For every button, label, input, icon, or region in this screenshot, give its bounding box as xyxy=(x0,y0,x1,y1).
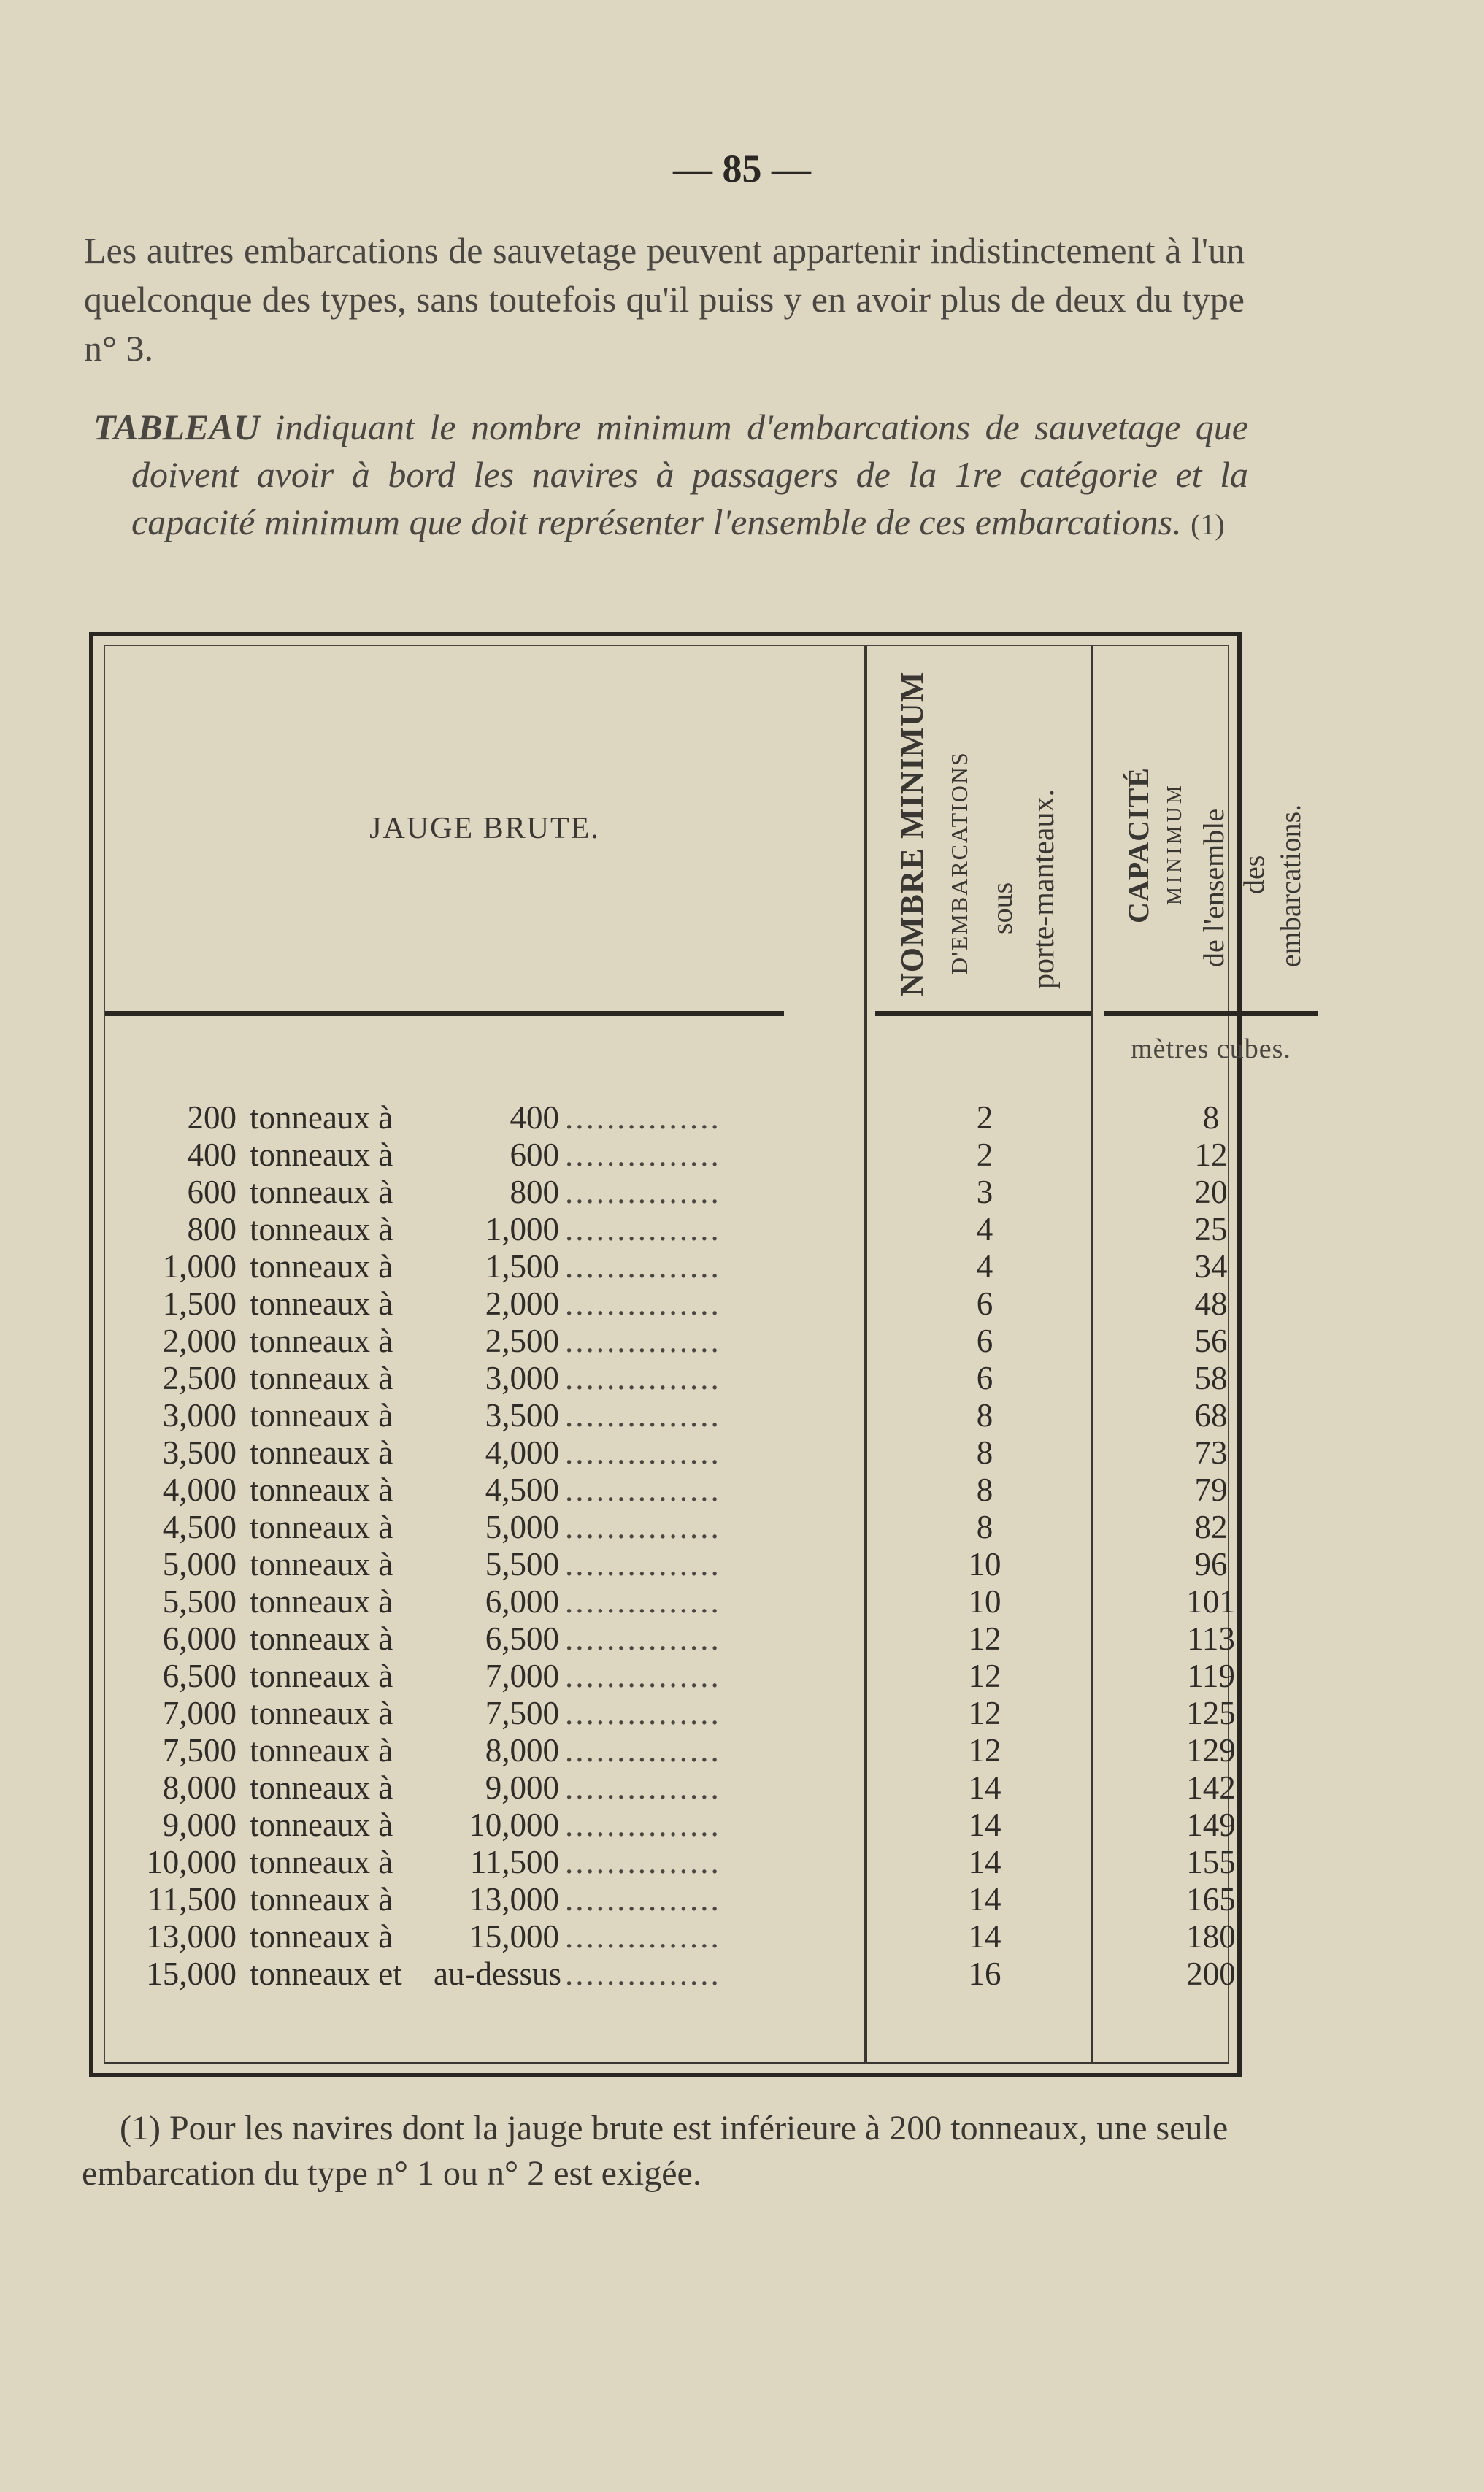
capacity-value: 129 xyxy=(1186,1732,1236,1769)
boats-value: 6 xyxy=(976,1360,993,1396)
jauge-to: 400 xyxy=(510,1099,559,1136)
boats-value: 2 xyxy=(976,1137,993,1173)
jauge-to: 7,500 xyxy=(485,1695,559,1731)
table-row xyxy=(105,1880,1331,1918)
boats-value: 3 xyxy=(976,1174,993,1210)
boats-value: 12 xyxy=(968,1620,1001,1657)
capacity-value: 34 xyxy=(1194,1248,1228,1285)
jauge-to: 10,000 xyxy=(469,1807,559,1843)
jauge-from: 4,000 xyxy=(162,1472,237,1508)
intro-text: Les autres embarcations de sauvetage peuvent appartenir indistinctement à l'un quelconque des types, sans toutefois qu'il puiss y en avoir plus de deux du type n° 3. xyxy=(84,230,1245,369)
jauge-unit: tonneaux à xyxy=(250,1137,393,1173)
capacity-unit: mètres cubes. xyxy=(1131,1034,1291,1064)
jauge-to: 5,500 xyxy=(485,1546,559,1583)
table-row xyxy=(105,1099,1331,1136)
boats-value: 12 xyxy=(968,1658,1001,1694)
boats-value: 14 xyxy=(968,1881,1001,1918)
jauge-to: 11,500 xyxy=(469,1844,559,1880)
jauge-unit: tonneaux à xyxy=(250,1472,393,1508)
jauge-from: 15,000 xyxy=(146,1955,237,1992)
capacity-value: 125 xyxy=(1186,1695,1236,1731)
jauge-to: 13,000 xyxy=(469,1881,559,1918)
jauge-from: 400 xyxy=(187,1137,237,1173)
leader-dots: ............... xyxy=(565,1211,721,1247)
table-row xyxy=(105,1508,1331,1545)
jauge-from: 800 xyxy=(187,1211,237,1247)
header-boats-line4: porte-manteaux. xyxy=(1027,788,1061,989)
boats-value: 8 xyxy=(976,1434,993,1471)
header-cap-line4: des xyxy=(1237,855,1270,894)
boats-value: 2 xyxy=(976,1099,993,1136)
jauge-from: 13,000 xyxy=(146,1918,237,1955)
leader-dots: ............... xyxy=(565,1174,721,1210)
jauge-to: 15,000 xyxy=(469,1918,559,1955)
table-row xyxy=(105,1322,1331,1359)
leader-dots: ............... xyxy=(565,1546,721,1583)
table-row xyxy=(105,1955,1331,1992)
capacity-value: 25 xyxy=(1194,1211,1228,1247)
table-row xyxy=(105,1173,1331,1210)
jauge-from: 2,000 xyxy=(162,1323,237,1359)
boats-value: 14 xyxy=(968,1918,1001,1955)
leader-dots: ............... xyxy=(565,1137,721,1173)
leader-dots: ............... xyxy=(565,1732,721,1769)
leader-dots: ............... xyxy=(565,1918,721,1955)
jauge-to: 6,500 xyxy=(485,1620,559,1657)
jauge-unit: tonneaux à xyxy=(250,1620,393,1657)
capacity-value: 155 xyxy=(1186,1844,1236,1880)
table-row xyxy=(105,1731,1331,1769)
table-row xyxy=(105,1918,1331,1955)
boats-value: 12 xyxy=(968,1732,1001,1769)
capacity-value: 142 xyxy=(1186,1769,1236,1806)
caption-paragraph xyxy=(93,404,1248,548)
boats-value: 14 xyxy=(968,1807,1001,1843)
jauge-to: 600 xyxy=(510,1137,559,1173)
boats-value: 8 xyxy=(976,1472,993,1508)
table-row xyxy=(105,1657,1331,1694)
boats-value: 6 xyxy=(976,1285,993,1322)
header-boats-line3: sous xyxy=(985,882,1018,934)
leader-dots: ............... xyxy=(565,1509,721,1545)
jauge-unit: tonneaux à xyxy=(250,1583,393,1620)
jauge-unit: tonneaux à xyxy=(250,1881,393,1918)
header-cap-line1: CAPACITÉ xyxy=(1122,767,1155,923)
leader-dots: ............... xyxy=(565,1323,721,1359)
table-row xyxy=(105,1806,1331,1843)
capacity-value: 58 xyxy=(1194,1360,1228,1396)
boats-value: 4 xyxy=(976,1248,993,1285)
jauge-from: 600 xyxy=(187,1174,237,1210)
jauge-unit: tonneaux à xyxy=(250,1248,393,1285)
leader-dots: ............... xyxy=(565,1583,721,1620)
jauge-to: 1,500 xyxy=(485,1248,559,1285)
table-row xyxy=(105,1285,1331,1322)
header-cap-line3: de l'ensemble xyxy=(1197,808,1230,967)
leader-dots: ............... xyxy=(565,1769,721,1806)
boats-value: 6 xyxy=(976,1323,993,1359)
header-cap-line2: MINIMUM xyxy=(1164,782,1186,905)
jauge-unit: tonneaux à xyxy=(250,1323,393,1359)
capacity-value: 79 xyxy=(1194,1472,1228,1508)
caption-note-ref: (1) xyxy=(1191,508,1225,541)
table-row xyxy=(105,1620,1331,1657)
table-row xyxy=(105,1471,1331,1508)
capacity-value: 200 xyxy=(1186,1955,1236,1992)
jauge-to: 4,500 xyxy=(485,1472,559,1508)
boats-value: 4 xyxy=(976,1211,993,1247)
leader-dots: ............... xyxy=(565,1434,721,1471)
page-number: — 85 — xyxy=(673,147,811,191)
jauge-from: 3,500 xyxy=(162,1434,237,1471)
boats-value: 14 xyxy=(968,1844,1001,1880)
boats-value: 10 xyxy=(968,1546,1001,1583)
table-row xyxy=(105,1843,1331,1880)
jauge-from: 6,500 xyxy=(162,1658,237,1694)
leader-dots: ............... xyxy=(565,1695,721,1731)
leader-dots: ............... xyxy=(565,1955,721,1992)
jauge-to: 2,500 xyxy=(485,1323,559,1359)
jauge-from: 11,500 xyxy=(147,1881,237,1918)
capacity-value: 56 xyxy=(1194,1323,1228,1359)
leader-dots: ............... xyxy=(565,1285,721,1322)
jauge-unit: tonneaux à xyxy=(250,1546,393,1583)
leader-dots: ............... xyxy=(565,1397,721,1434)
jauge-unit: tonneaux à xyxy=(250,1844,393,1880)
jauge-unit: tonneaux à xyxy=(250,1211,393,1247)
boats-value: 8 xyxy=(976,1509,993,1545)
jauge-to: 4,000 xyxy=(485,1434,559,1471)
header-cap-line5: embarcations. xyxy=(1274,804,1307,967)
jauge-unit: tonneaux à xyxy=(250,1658,393,1694)
jauge-unit: tonneaux à xyxy=(250,1360,393,1396)
table-row xyxy=(105,1359,1331,1396)
table-row xyxy=(105,1210,1331,1247)
jauge-to: 3,500 xyxy=(485,1397,559,1434)
leader-dots: ............... xyxy=(565,1881,721,1918)
jauge-from: 2,500 xyxy=(162,1360,237,1396)
jauge-to: 5,000 xyxy=(485,1509,559,1545)
jauge-from: 7,500 xyxy=(162,1732,237,1769)
capacity-value: 20 xyxy=(1194,1174,1228,1210)
jauge-from: 6,000 xyxy=(162,1620,237,1657)
jauge-from: 8,000 xyxy=(162,1769,237,1806)
capacity-value: 82 xyxy=(1194,1509,1228,1545)
boats-value: 10 xyxy=(968,1583,1001,1620)
jauge-from: 7,000 xyxy=(162,1695,237,1731)
table-caption xyxy=(93,404,1248,548)
header-rule xyxy=(1104,1011,1318,1016)
boats-value: 8 xyxy=(976,1397,993,1434)
jauge-from: 3,000 xyxy=(162,1397,237,1434)
jauge-from: 200 xyxy=(187,1099,237,1136)
jauge-unit: tonneaux à xyxy=(250,1099,393,1136)
jauge-to: 1,000 xyxy=(485,1211,559,1247)
leader-dots: ............... xyxy=(565,1248,721,1285)
footnote xyxy=(82,2106,1250,2196)
intro-paragraph xyxy=(84,226,1245,373)
jauge-unit: tonneaux à xyxy=(250,1732,393,1769)
jauge-unit: tonneaux et xyxy=(250,1955,402,1992)
boats-value: 14 xyxy=(968,1769,1001,1806)
table-row xyxy=(105,1694,1331,1731)
leader-dots: ............... xyxy=(565,1658,721,1694)
table-inner-frame xyxy=(104,645,1307,2064)
leader-dots: ............... xyxy=(565,1360,721,1396)
jauge-from: 5,500 xyxy=(162,1583,237,1620)
jauge-to: au-dessus xyxy=(434,1955,561,1992)
leader-dots: ............... xyxy=(565,1620,721,1657)
jauge-unit: tonneaux à xyxy=(250,1285,393,1322)
capacity-value: 73 xyxy=(1194,1434,1228,1471)
caption-lead: TABLEAU xyxy=(93,407,260,447)
capacity-value: 48 xyxy=(1194,1285,1228,1322)
jauge-unit: tonneaux à xyxy=(250,1509,393,1545)
jauge-to: 3,000 xyxy=(485,1360,559,1396)
boats-value: 12 xyxy=(968,1695,1001,1731)
table-row xyxy=(105,1545,1331,1583)
lifeboat-table xyxy=(89,632,1307,2077)
table-row xyxy=(105,1247,1331,1285)
footnote-text: (1) Pour les navires dont la jauge brute est inférieure à 200 tonneaux, une seule embarcation du type n° 1 ou n° 2 est exigée. xyxy=(82,2109,1229,2193)
leader-dots: ............... xyxy=(565,1099,721,1136)
jauge-unit: tonneaux à xyxy=(250,1397,393,1434)
jauge-from: 5,000 xyxy=(162,1546,237,1583)
jauge-to: 800 xyxy=(510,1174,559,1210)
header-rule xyxy=(875,1011,1091,1016)
capacity-value: 8 xyxy=(1202,1099,1220,1136)
jauge-to: 2,000 xyxy=(485,1285,559,1322)
boats-value: 16 xyxy=(968,1955,1001,1992)
capacity-value: 96 xyxy=(1194,1546,1228,1583)
jauge-from: 9,000 xyxy=(162,1807,237,1843)
header-jauge-brute: JAUGE BRUTE. xyxy=(369,812,600,845)
capacity-value: 113 xyxy=(1187,1620,1235,1657)
table-row xyxy=(105,1136,1331,1173)
jauge-from: 1,000 xyxy=(162,1248,237,1285)
leader-dots: ............... xyxy=(565,1807,721,1843)
capacity-value: 165 xyxy=(1186,1881,1236,1918)
leader-dots: ............... xyxy=(565,1844,721,1880)
jauge-to: 7,000 xyxy=(485,1658,559,1694)
header-boats-line2: D'EMBARCATIONS xyxy=(946,751,972,974)
jauge-from: 4,500 xyxy=(162,1509,237,1545)
leader-dots: ............... xyxy=(565,1472,721,1508)
table-row xyxy=(105,1769,1331,1806)
jauge-to: 6,000 xyxy=(485,1583,559,1620)
jauge-to: 9,000 xyxy=(485,1769,559,1806)
jauge-unit: tonneaux à xyxy=(250,1174,393,1210)
caption-text: indiquant le nombre minimum d'embarcations de sauvetage que doivent avoir à bord les navires à passagers de la 1re catégorie et la capacité minimum que doit représenter l'ensemble de ces embarcations. xyxy=(131,407,1248,542)
capacity-value: 101 xyxy=(1186,1583,1236,1620)
capacity-value: 180 xyxy=(1186,1918,1236,1955)
header-rule xyxy=(105,1011,784,1016)
jauge-unit: tonneaux à xyxy=(250,1695,393,1731)
jauge-unit: tonneaux à xyxy=(250,1769,393,1806)
table-row xyxy=(105,1434,1331,1471)
jauge-unit: tonneaux à xyxy=(250,1434,393,1471)
header-boats-line1: NOMBRE MINIMUM xyxy=(894,671,930,996)
jauge-from: 1,500 xyxy=(162,1285,237,1322)
capacity-value: 149 xyxy=(1186,1807,1236,1843)
table-row xyxy=(105,1583,1331,1620)
jauge-from: 10,000 xyxy=(146,1844,237,1880)
table-row xyxy=(105,1396,1331,1434)
capacity-value: 12 xyxy=(1194,1137,1228,1173)
jauge-to: 8,000 xyxy=(485,1732,559,1769)
capacity-value: 119 xyxy=(1187,1658,1235,1694)
capacity-value: 68 xyxy=(1194,1397,1228,1434)
jauge-unit: tonneaux à xyxy=(250,1918,393,1955)
jauge-unit: tonneaux à xyxy=(250,1807,393,1843)
